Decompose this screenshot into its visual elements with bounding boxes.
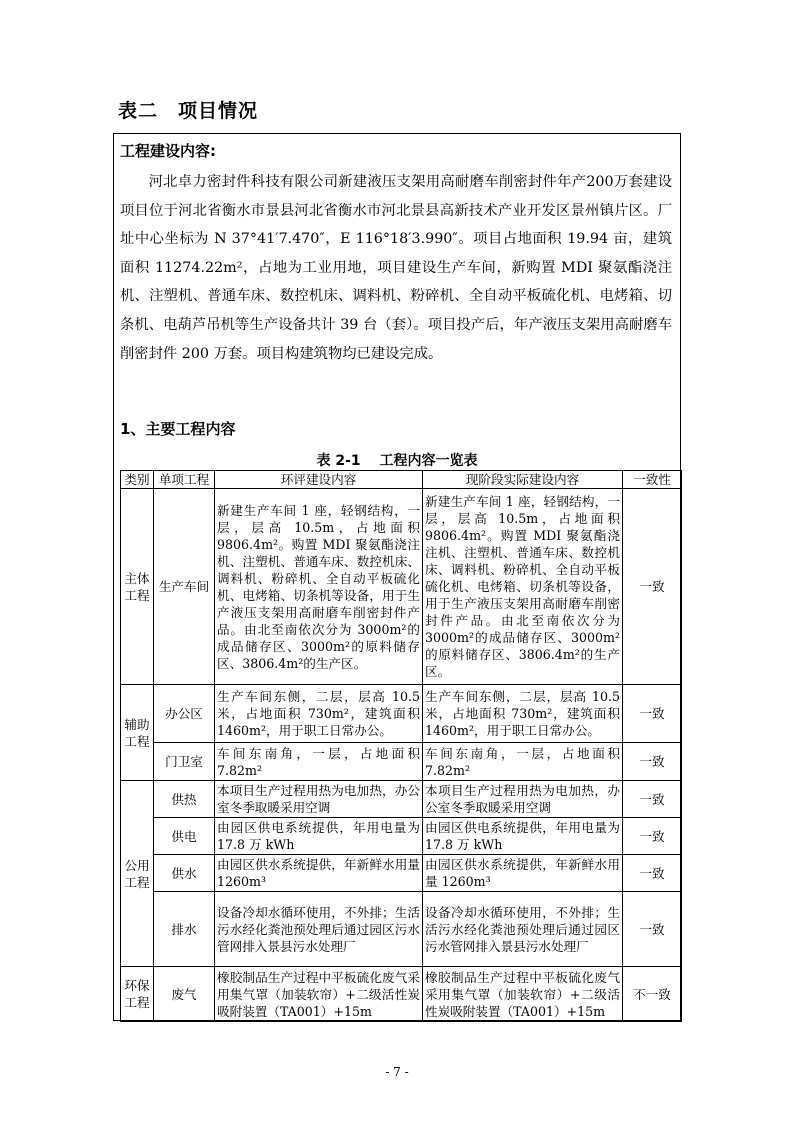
item-cell: 供水 xyxy=(154,855,215,892)
subheading: 1、主要工程内容 xyxy=(120,420,236,438)
actual-cell: 新建生产车间 1 座，轻钢结构，一层，层高 10.5m，占地面积 9806.4m²。购置 MDI 聚氨酯浇注机、注塑机、普通车床、数控机床、调料机、粉碎机、全自动平板硫化机、电烤箱、切条机等设备，用于生产液压支架用高耐磨车削密封件产品。由北至南依次分为 3000m²的成品储存区、3000m²的原料储存区、3806.4m²的生产区。 xyxy=(423,489,623,685)
actual-cell: 橡胶制品生产过程中平板硫化废气采用集气罩（加装软帘）+二级活性炭吸附装置（TA001）+15m xyxy=(423,967,623,1022)
planned-cell: 本项目生产过程用热为电加热，办公室冬季取暖采用空调 xyxy=(215,781,423,818)
category-cell: 辅助工程 xyxy=(121,685,154,781)
planned-cell: 车间东南角，一层，占地面积 7.82m² xyxy=(215,743,423,781)
consistency-cell: 一致 xyxy=(623,743,682,781)
actual-cell: 车间东南角，一层，占地面积 7.82m² xyxy=(423,743,623,781)
planned-cell: 设备冷却水循环使用，不外排；生活污水经化粪池预处理后通过园区污水管网排入景县污水处理厂 xyxy=(215,892,423,967)
planned-cell: 生产车间东侧，二层，层高 10.5 米，占地面积 730m²，建筑面积 1460m²，用于职工日常办公。 xyxy=(215,685,423,743)
engineering-table xyxy=(120,470,682,1022)
item-cell: 废气 xyxy=(154,967,215,1022)
table-row xyxy=(121,489,682,685)
consistency-cell: 一致 xyxy=(623,855,682,892)
table-row xyxy=(121,892,682,967)
actual-cell: 生产车间东侧，二层，层高 10.5 米，占地面积 730m²，建筑面积 1460m²，用于职工日常办公。 xyxy=(423,685,623,743)
consistency-cell: 一致 xyxy=(623,818,682,855)
category-cell: 主体工程 xyxy=(121,489,154,685)
header-planned: 环评建设内容 xyxy=(215,471,423,489)
table-caption: 表 2-1 工程内容一览表 xyxy=(316,453,478,469)
table-row xyxy=(121,743,682,781)
item-cell: 供电 xyxy=(154,818,215,855)
page-number: - 7 - xyxy=(385,1065,409,1079)
actual-cell: 本项目生产过程用热为电加热，办公室冬季取暖采用空调 xyxy=(423,781,623,818)
item-cell: 供热 xyxy=(154,781,215,818)
planned-cell: 新建生产车间 1 座，轻钢结构，一层，层高 10.5m，占地面积 9806.4m²。购置 MDI 聚氨酯浇注机、注塑机、普通车床、数控机床、调料机、粉碎机、全自动平板硫化机、电烤箱、切条机等设备，用于生产液压支架用高耐磨车削密封件产品。由北至南依次分为 3000m²的成品储存区、3000m²的原料储存区、3806.4m²的生产区。 xyxy=(215,489,423,685)
planned-cell: 由园区供水系统提供，年新鲜水用量 1260m³ xyxy=(215,855,423,892)
actual-cell: 由园区供水系统提供，年新鲜水用量 1260m³ xyxy=(423,855,623,892)
consistency-cell: 不一致 xyxy=(623,967,682,1022)
header-category: 类别 xyxy=(121,471,154,489)
item-cell: 门卫室 xyxy=(154,743,215,781)
consistency-cell: 一致 xyxy=(623,685,682,743)
intro-paragraph: 河北卓力密封件科技有限公司新建液压支架用高耐磨车削密封件年产200万套建设项目位于河北省衡水市景县河北省衡水市河北景县高新技术产业开发区景州镇片区。厂址中心坐标为 N 37°41′7.470″，E 116°18′3.990″。项目占地面积 19.94 亩，建筑面积 11274.22m²，占地为工业用地，项目建设生产车间，新购置 MDI 聚氨酯浇注机、注塑机、普通车床、数控机床、调料机、粉碎机、全自动平板硫化机、电烤箱、切条机、电葫芦吊机等生产设备共计 39 台（套）。项目投产后，年产液压支架用高耐磨车削密封件 200 万套。项目构建筑物均已建设完成。 xyxy=(120,174,672,362)
item-cell: 办公区 xyxy=(154,685,215,743)
section-label: 工程建设内容: xyxy=(120,142,216,160)
consistency-cell: 一致 xyxy=(623,489,682,685)
item-cell: 排水 xyxy=(154,892,215,967)
header-actual: 现阶段实际建设内容 xyxy=(423,471,623,489)
item-cell: 生产车间 xyxy=(154,489,215,685)
table-row xyxy=(121,781,682,818)
table-row xyxy=(121,685,682,743)
consistency-cell: 一致 xyxy=(623,892,682,967)
page-heading: 表二 项目情况 xyxy=(118,100,259,122)
category-cell: 公用工程 xyxy=(121,781,154,967)
actual-cell: 设备冷却水循环使用，不外排；生活污水经化粪池预处理后通过园区污水管网排入景县污水处理厂 xyxy=(423,892,623,967)
table-header-row xyxy=(121,471,682,489)
planned-cell: 橡胶制品生产过程中平板硫化废气采用集气罩（加装软帘）+二级活性炭吸附装置（TA001）+15m xyxy=(215,967,423,1022)
header-consistency: 一致性 xyxy=(623,471,682,489)
planned-cell: 由园区供电系统提供，年用电量为 17.8 万 kWh xyxy=(215,818,423,855)
actual-cell: 由园区供电系统提供，年用电量为 17.8 万 kWh xyxy=(423,818,623,855)
table-row xyxy=(121,855,682,892)
consistency-cell: 一致 xyxy=(623,781,682,818)
table-row xyxy=(121,818,682,855)
category-cell: 环保工程 xyxy=(121,967,154,1022)
header-item: 单项工程 xyxy=(154,471,215,489)
table-row xyxy=(121,967,682,1022)
